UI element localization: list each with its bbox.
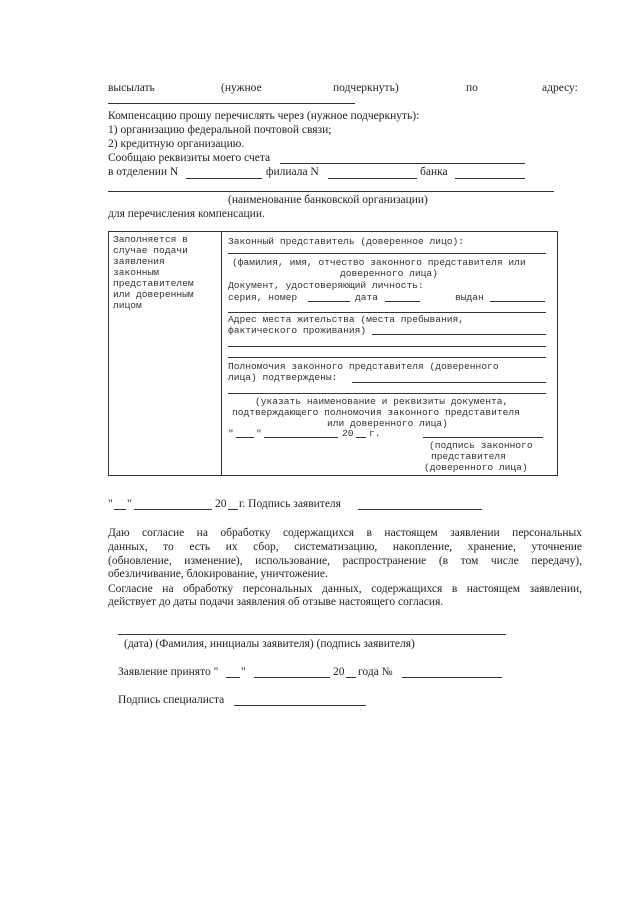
specialist-signature-line bbox=[234, 705, 366, 706]
header-word: высылать bbox=[108, 82, 155, 94]
address-line-2 bbox=[228, 346, 546, 347]
header-word: (нужное bbox=[221, 82, 262, 94]
bank-label: банка bbox=[420, 166, 448, 178]
doc-caption: (указать наименование и реквизиты документа, bbox=[255, 396, 509, 407]
purpose-text: для перечисления компенсации. bbox=[108, 208, 265, 220]
table-left-line: случае подачи bbox=[113, 245, 188, 256]
authority-line-2 bbox=[228, 393, 546, 394]
table-left-line: Заполняется в bbox=[113, 234, 188, 245]
fio-caption: доверенного лица) bbox=[340, 268, 438, 279]
accepted-year-line bbox=[346, 677, 356, 678]
consent-line: обезличивание, блокирование, уничтожение. bbox=[108, 568, 328, 580]
option-postal: 1) организацию федеральной почтовой связи; bbox=[108, 124, 332, 136]
filial-line bbox=[328, 178, 417, 179]
bank-name-line bbox=[108, 191, 554, 192]
footer-signature-line bbox=[118, 634, 506, 635]
consent-validity: Согласие на обработку персональных данных, содержащихся в настоящем заявлении, bbox=[108, 583, 582, 595]
id-doc-label: Документ, удостоверяющий личность: bbox=[228, 280, 424, 291]
accepted-number-line bbox=[402, 677, 502, 678]
consent-validity: действует до даты подачи заявления об отзыве настоящего согласия. bbox=[108, 596, 444, 608]
address-line bbox=[108, 103, 355, 104]
fio-caption: (фамилия, имя, отчество законного представителя или bbox=[232, 257, 526, 268]
applicant-quote: " bbox=[127, 498, 132, 510]
applicant-year-line bbox=[228, 509, 238, 510]
applicant-signature-label: г. Подпись заявителя bbox=[239, 498, 341, 510]
date-label: дата bbox=[355, 292, 379, 303]
applicant-day-line bbox=[114, 509, 126, 510]
issued-line-2 bbox=[228, 312, 546, 313]
date-suffix: г. bbox=[369, 428, 381, 439]
account-label: Сообщаю реквизиты моего счета bbox=[108, 152, 271, 164]
date-line bbox=[385, 301, 420, 302]
table-left-line: заявления bbox=[113, 256, 165, 267]
issued-line bbox=[490, 301, 545, 302]
series-label: серия, номер bbox=[228, 292, 298, 303]
authority-label: лица) подтверждены: bbox=[228, 372, 338, 383]
sign-caption: представителя bbox=[431, 451, 506, 462]
header-word: подчеркнуть) bbox=[333, 82, 399, 94]
accepted-day-line bbox=[226, 677, 240, 678]
date-quote: " bbox=[228, 428, 234, 439]
table-left-line: лицом bbox=[113, 300, 142, 311]
doc-caption: или доверенного лица) bbox=[327, 418, 448, 429]
day-line bbox=[236, 437, 254, 438]
address-label: Адрес места жительства (места пребывания, bbox=[228, 314, 465, 325]
branch-label: в отделении N bbox=[108, 166, 179, 178]
sign-caption: (подпись законного bbox=[429, 440, 533, 451]
series-line bbox=[308, 301, 350, 302]
address-label: фактического проживания) bbox=[228, 325, 367, 336]
accepted-prefix: Заявление принято " bbox=[118, 666, 219, 678]
accepted-month-line bbox=[254, 677, 330, 678]
filial-label: филиала N bbox=[266, 166, 319, 178]
address-line-1 bbox=[372, 334, 546, 335]
address-line-3 bbox=[228, 357, 546, 358]
bank-line bbox=[455, 178, 525, 179]
branch-line bbox=[186, 178, 262, 179]
doc-caption: подтверждающего полномочия законного представителя bbox=[232, 407, 520, 418]
rep-signature-line bbox=[423, 437, 543, 438]
date-quote: " bbox=[256, 428, 262, 439]
specialist-label: Подпись специалиста bbox=[118, 694, 225, 706]
month-line bbox=[264, 437, 338, 438]
date-year: 20 bbox=[342, 428, 354, 439]
table-left-line: представителем bbox=[113, 278, 194, 289]
authority-label: Полномочия законного представителя (доверенного bbox=[228, 361, 499, 372]
header-word: адресу: bbox=[542, 82, 578, 94]
accepted-year: 20 bbox=[333, 666, 345, 678]
applicant-signature-line bbox=[358, 509, 482, 510]
authority-line bbox=[352, 382, 546, 383]
consent-line: (обновление, изменение), использование, распространение (в том числе передачу), bbox=[108, 555, 582, 567]
header-word: по bbox=[466, 82, 478, 94]
table-divider bbox=[221, 231, 222, 476]
sign-caption: (доверенного лица) bbox=[424, 462, 528, 473]
bank-caption: (наименование банковской организации) bbox=[228, 194, 428, 206]
consent-line: данных, то есть их сбор, систематизацию, накопление, хранение, уточнение bbox=[108, 541, 582, 553]
table-left-line: или доверенным bbox=[113, 289, 194, 300]
compensation-intro: Компенсацию прошу перечислять через (нужное подчеркнуть): bbox=[108, 110, 420, 122]
issued-label: выдан bbox=[455, 292, 484, 303]
applicant-year: 20 bbox=[215, 498, 227, 510]
rep-line bbox=[228, 253, 546, 254]
table-left-line: законным bbox=[113, 267, 160, 278]
account-line bbox=[280, 163, 525, 164]
footer-caption: (дата) (Фамилия, инициалы заявителя) (подпись заявителя) bbox=[124, 638, 415, 650]
applicant-quote: " bbox=[108, 498, 113, 510]
applicant-month-line bbox=[134, 509, 212, 510]
year-line bbox=[356, 437, 366, 438]
option-credit: 2) кредитную организацию. bbox=[108, 138, 245, 150]
consent-line: Даю согласие на обработку содержащихся в настоящем заявлении персональных bbox=[108, 527, 582, 539]
accepted-suffix: года № bbox=[358, 666, 393, 678]
rep-label: Законный представитель (доверенное лицо): bbox=[228, 236, 465, 247]
accepted-mid: " bbox=[241, 666, 246, 678]
